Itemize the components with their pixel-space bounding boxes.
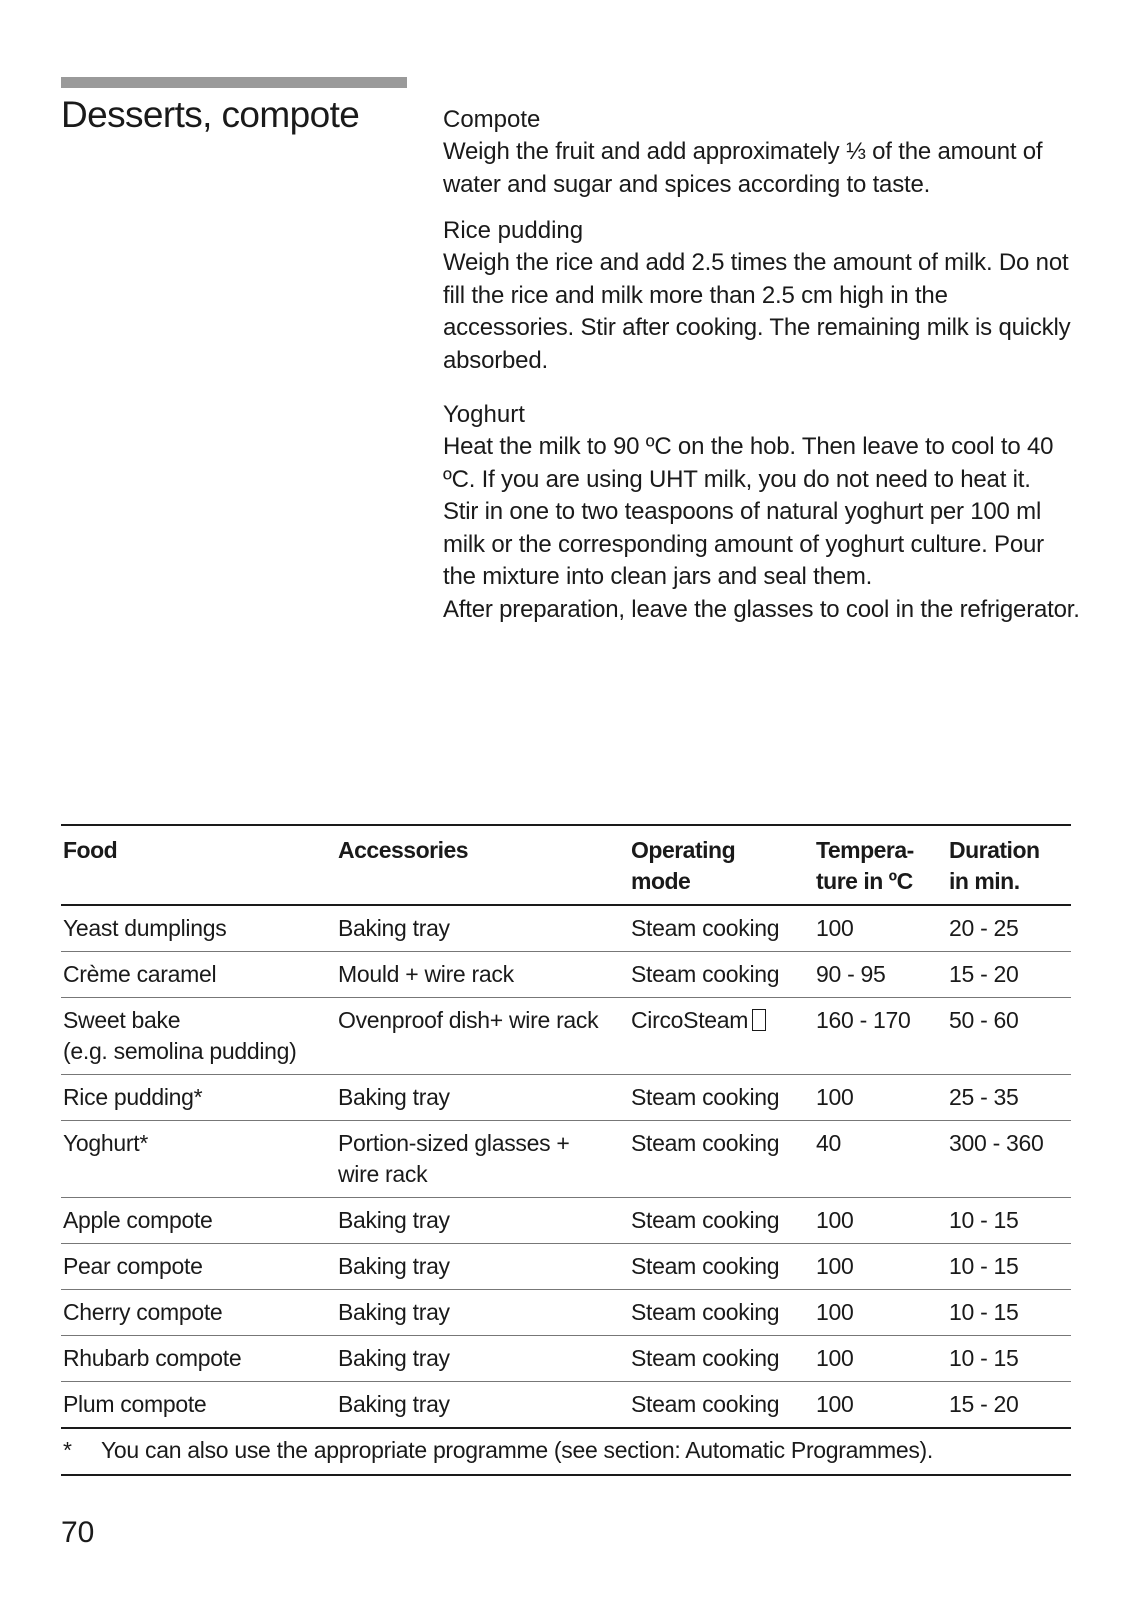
yoghurt-text-2: Stir in one to two teaspoons of natural yoghurt per 100 ml milk or the corresponding amount of yoghurt culture. Pour the mixture into clean jars and seal them. bbox=[443, 498, 1044, 590]
rice-pudding-block bbox=[443, 215, 1083, 377]
header-operating-mode: Operating mode bbox=[631, 837, 736, 894]
cell-mode: Steam cooking bbox=[631, 915, 780, 941]
instructions-column bbox=[443, 104, 1083, 640]
cell-duration: 10 - 15 bbox=[949, 1253, 1019, 1279]
cell-mode: Steam cooking bbox=[631, 1253, 780, 1279]
cell-mode: Steam cooking bbox=[631, 1345, 780, 1371]
cell-food: Plum compote bbox=[63, 1391, 207, 1417]
cell-accessories: Baking tray bbox=[338, 1084, 450, 1110]
table-row bbox=[61, 1121, 1071, 1198]
cell-duration: 15 - 20 bbox=[949, 961, 1019, 987]
cell-mode: Steam cooking bbox=[631, 1299, 780, 1325]
rice-pudding-heading: Rice pudding bbox=[443, 217, 584, 244]
cell-temp: 100 bbox=[816, 1084, 854, 1110]
cell-food: Yeast dumplings bbox=[63, 915, 227, 941]
section-title: Desserts, compote bbox=[61, 94, 360, 135]
cell-duration: 10 - 15 bbox=[949, 1207, 1019, 1233]
cell-duration: 50 - 60 bbox=[949, 1007, 1019, 1033]
cell-food-note: (e.g. semolina pudding) bbox=[63, 1038, 297, 1064]
cell-mode: Steam cooking bbox=[631, 1207, 780, 1233]
table-footnote bbox=[61, 1429, 1071, 1476]
cell-duration: 300 - 360 bbox=[949, 1130, 1044, 1156]
cell-food: Pear compote bbox=[63, 1253, 203, 1279]
cell-temp: 100 bbox=[816, 1207, 854, 1233]
yoghurt-heading: Yoghurt bbox=[443, 401, 525, 428]
table-row bbox=[61, 1198, 1071, 1244]
cell-temp: 90 - 95 bbox=[816, 961, 886, 987]
page-number: 70 bbox=[61, 1516, 95, 1549]
cell-duration: 10 - 15 bbox=[949, 1299, 1019, 1325]
cell-mode: CircoSteam bbox=[629, 998, 814, 1075]
compote-text: Weigh the fruit and add approximately ⅓ of the amount of water and sugar and spices according to taste. bbox=[443, 138, 1043, 198]
cell-food: Yoghurt* bbox=[63, 1130, 148, 1156]
cell-accessories: Ovenproof dish+ wire rack bbox=[338, 1007, 599, 1033]
cell-temp: 100 bbox=[816, 1391, 854, 1417]
compote-heading: Compote bbox=[443, 106, 541, 133]
footnote-marker: * bbox=[63, 1437, 72, 1463]
cell-food: Apple compote bbox=[63, 1207, 213, 1233]
yoghurt-text-3: After preparation, leave the glasses to cool in the refrigerator. bbox=[443, 595, 1080, 623]
table-row bbox=[61, 905, 1071, 952]
header-duration: Duration in min. bbox=[949, 837, 1040, 894]
cell-duration: 20 - 25 bbox=[949, 915, 1019, 941]
table-row bbox=[61, 1290, 1071, 1336]
cell-food: Cherry compote bbox=[63, 1299, 223, 1325]
header-accessories: Accessories bbox=[338, 837, 469, 863]
cell-temp: 40 bbox=[816, 1130, 841, 1156]
footnote-text: You can also use the appropriate programme (see section: Automatic Programmes). bbox=[101, 1437, 933, 1463]
table-row bbox=[61, 998, 1071, 1075]
table-row bbox=[61, 1075, 1071, 1121]
cell-food: Rhubarb compote bbox=[63, 1345, 242, 1371]
yoghurt-block bbox=[443, 399, 1083, 626]
cell-accessories: Baking tray bbox=[338, 915, 450, 941]
header-food: Food bbox=[63, 837, 118, 863]
cell-food: Sweet bake (e.g. semolina pudding) bbox=[63, 1007, 297, 1064]
table-row bbox=[61, 1336, 1071, 1382]
yoghurt-text-1: Heat the milk to 90 ºC on the hob. Then leave to cool to 40 ºC. If you are using UHT milk, you do not need to heat it. bbox=[443, 433, 1054, 493]
rice-pudding-text: Weigh the rice and add 2.5 times the amount of milk. Do not fill the rice and milk more than 2.5 cm high in the accessories. Stir after cooking. The remaining milk is quickly absorbed. bbox=[443, 249, 1071, 374]
table-header-row bbox=[61, 825, 1071, 905]
cell-accessories: Baking tray bbox=[338, 1253, 450, 1279]
cell-mode: Steam cooking bbox=[631, 1084, 780, 1110]
cell-temp: 160 - 170 bbox=[816, 1007, 911, 1033]
cell-temp: 100 bbox=[816, 915, 854, 941]
cell-temp: 100 bbox=[816, 1345, 854, 1371]
cell-accessories: Baking tray bbox=[338, 1207, 450, 1233]
cell-mode: Steam cooking bbox=[631, 1391, 780, 1417]
cell-mode: Steam cooking bbox=[631, 1130, 780, 1156]
compote-block bbox=[443, 104, 1083, 201]
table-row bbox=[61, 952, 1071, 998]
cell-accessories: Baking tray bbox=[338, 1391, 450, 1417]
header-temperature: Tempera- ture in ºC bbox=[816, 837, 914, 894]
circosteam-symbol-icon bbox=[752, 1009, 766, 1031]
cell-temp: 100 bbox=[816, 1253, 854, 1279]
cell-food: Rice pudding* bbox=[63, 1084, 203, 1110]
cell-accessories: Portion-sized glasses + wire rack bbox=[338, 1130, 570, 1187]
cell-temp: 100 bbox=[816, 1299, 854, 1325]
cell-duration: 15 - 20 bbox=[949, 1391, 1019, 1417]
cell-duration: 25 - 35 bbox=[949, 1084, 1019, 1110]
cell-food: Crème caramel bbox=[63, 961, 217, 987]
section-rule bbox=[61, 77, 407, 88]
cooking-table bbox=[61, 824, 1071, 1429]
table-row bbox=[61, 1382, 1071, 1429]
cooking-table-wrapper bbox=[61, 824, 1071, 1476]
cell-accessories: Mould + wire rack bbox=[338, 961, 514, 987]
cell-accessories: Baking tray bbox=[338, 1345, 450, 1371]
cell-accessories: Baking tray bbox=[338, 1299, 450, 1325]
cell-mode: Steam cooking bbox=[631, 961, 780, 987]
cell-duration: 10 - 15 bbox=[949, 1345, 1019, 1371]
table-row bbox=[61, 1244, 1071, 1290]
